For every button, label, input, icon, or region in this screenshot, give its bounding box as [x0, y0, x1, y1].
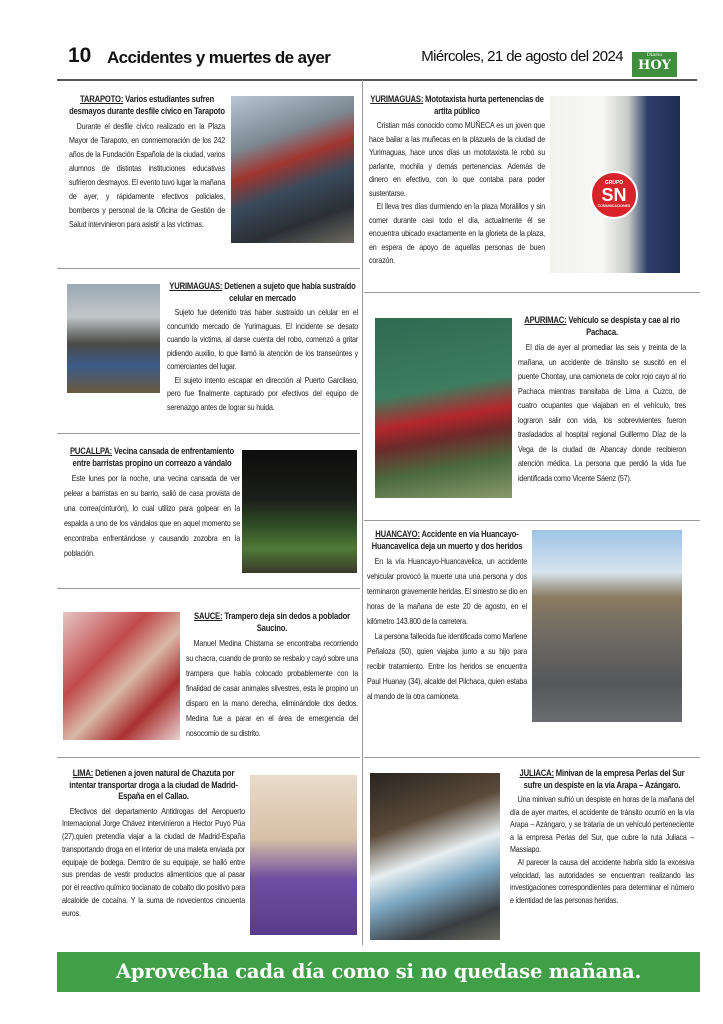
column-divider	[362, 80, 363, 945]
article-huancayo	[367, 529, 527, 704]
article-place: LIMA:	[72, 768, 94, 778]
divider	[57, 268, 360, 269]
photo-street-performer	[550, 96, 680, 273]
issue-date: Miércoles, 21 de agosto del 2024	[421, 48, 623, 65]
article-yurimaguas-mototaxista	[369, 94, 545, 268]
article-body: En la vía Huancayo-Huancavelica, un accidente vehicular provocó la muerte una una persona y dos terminaron gravemente heridas. El siniestro se dio en horas de la mañana de este 20 de agosto, en el kilómetro 143.800 de la carretera.	[367, 556, 527, 626]
article-headline: Vehículo se despista y cae al rio Pachaca.	[566, 315, 680, 337]
article-body: Cristian más conocido como MUÑECA es un joven que hace bailar a las muñecas en la plazuela de la ciudad de Yurimaguas, hace unos días un mototaxista le robó su parlante, mochila y demás pertenencias. Además de dinero en efectivo, con lo que contaba para poder sustentarse.	[369, 120, 545, 198]
article-body: Durante el desfile cívico realizado en la Plaza Mayor de Tarapoto, en conmemoración de los 242 años de la Fundación Española de la ciudad, varios alumnos de distintas instituciones educativas sufrieron desmayos. El evento tuvo lugar la mañana de ayer, y rápidamente efectivos policiales, bomberos y personal de la Oficina de Gestión de Salud intervinieron para asistir a las víctimas.	[69, 121, 225, 229]
watermark-bottom: COMUNICACIONES	[597, 204, 631, 208]
article-headline: Detienen a sujeto que había sustraído celular en mercado	[222, 281, 356, 303]
article-body: Una minivan sufrió un despiste en horas de la mañana del día de ayer martes, el accidente de tránsito ocurrió en la vía Arapa – Azángaro, y se trataría de un vehículo perteneciente a la empresa Perlas del Sur, que cubre la ruta Juliaca – Massiapo.	[510, 794, 694, 855]
photo-students-parade	[231, 96, 354, 243]
article-body: Efectivos del departamento Antidrogas del Aeropuerto Internacional Jorge Chávez intervinieron a Hector Puyo Púa (27),quien pretendía viajar a la ciudad de Madrid-España transportando droga en el interior de una maleta enviada por equipaje de bodega. Demtro de su equipaje, se halló entre sus prendas de vestir productos alimenticios que al pasar por el reactivo químico tiocianato de cobalto dio positivo para alcaloide de cocaína. Y la suma de novecientos cincuenta euros.	[62, 805, 245, 918]
article-place: PUCALLPA:	[69, 446, 113, 456]
divider	[57, 433, 360, 434]
photo-night-fight	[242, 450, 357, 573]
divider	[57, 757, 360, 758]
photo-road-accident	[532, 530, 682, 722]
article-pucallpa	[64, 446, 240, 561]
section-title: Accidentes y muertes de ayer	[107, 48, 331, 67]
article-tarapoto	[69, 94, 225, 231]
divider	[57, 588, 360, 589]
article-body: El lleva tres días durmiendo en la plaza Moralillos y sin comer durante casi todo el día, actualmente él se encuentra ubicado exactamente en la glorieta de la plaza, en espera de apoyo de aquellas personas de buen corazón.	[369, 201, 545, 265]
article-apurimac	[518, 315, 686, 485]
article-place: YURIMAGUAS:	[370, 94, 424, 104]
watermark-top: GRUPO	[604, 180, 624, 186]
article-body: Este lunes por la noche, una vecina cansada de ver pelear a barristas en su barrio, salió de casa provista de una correa(cinturón), lo cual utilizo para golpear en la espalda a uno de los vándalos que en aquel momento se encontraba enfrentándose y causando zozobra en la población.	[64, 473, 240, 558]
article-headline: Trampero deja sin dedos a poblador Saucino.	[222, 611, 350, 633]
footer-slogan: Aprovecha cada día como si no quedase mañana.	[57, 952, 700, 992]
newspaper-logo	[632, 52, 677, 77]
logo-big-text: HOY	[638, 58, 671, 73]
photo-overturned-minivan	[370, 773, 500, 940]
photo-detained-suspect	[67, 284, 160, 393]
article-yurimaguas-celular	[167, 281, 358, 414]
article-body: El día de ayer al promediar las seis y treinta de la mañana, un accidente de tránsito se suscitó en el puente Chontay, una camioneta de color rojo cayo al rio Pachaca mientras transitaba de Lima a Cuzco, de cuatro ocupantes que viajaban en el vehículo, tres lograron salir con vida, los sobrevivientes fueron trasladados al hospital regional Guillermo Díaz de la Vega de la ciudad de Abancay donde recibieron atención médica. La persona que perdió la vida fue identificada como Vicente Sáenz (57).	[518, 342, 686, 483]
divider	[364, 757, 700, 758]
article-headline: Detienen a joven natural de Chazuta por intentar transportar droga a la ciudad de Madrid-España en el Callao.	[69, 768, 238, 801]
watermark-mid: SN	[601, 185, 627, 205]
logo-small-text: Diario	[646, 52, 663, 58]
article-place: APURIMAC:	[524, 315, 567, 325]
article-place: YURIMAGUAS:	[169, 281, 223, 291]
article-body: Manuel Medina Chistama se encontraba recorriendo su chacra, cuando de pronto se resbalo y cayó sobre una trampera que había colocado probablemente con la finalidad de casar animales silvestres, esta le propino un disparo en la mano derecha, eliminándole dos dedos. Medina fue a parar en el área de emergencia del nosocomio de su distrito.	[186, 638, 358, 738]
watermark-logo	[590, 171, 638, 219]
article-place: SAUCE:	[194, 611, 223, 621]
article-place: HUANCAYO:	[375, 529, 420, 539]
photo-detained-young-man	[250, 775, 357, 935]
article-lima	[62, 768, 245, 920]
article-headline: Minivan de la empresa Perlas del Sur sufre un despiste en la vía Arapa – Azángaro.	[523, 768, 685, 790]
photo-vehicle-river	[375, 318, 512, 498]
article-body: El sujeto intento escapar en dirección al Puerto Garcilaso, pero fue finalmente capturado por efectivos del equipo de serenazgo antes de lograr su huida.	[167, 374, 358, 412]
article-headline: Varios estudiantes sufren desmayos durante desfile cívico en Tarapoto	[69, 94, 225, 116]
article-body: La persona fallecida fue identificada como Marlene Peñaloza (50), quien viajaba junto a su hijo para recibir tratamiento. Entre los heridos se encuentra Paul Huanay (34), alcalde del Pilchaca, quien estaba al mando de la otra camioneta.	[367, 631, 527, 701]
article-juliaca	[510, 768, 694, 906]
article-place: TARAPOTO:	[79, 94, 124, 104]
page-number: 10	[68, 44, 92, 67]
article-place: JULIACA:	[519, 768, 554, 778]
article-headline: Accidente en vía Huancayo-Huancavelica deja un muerto y dos heridos	[371, 529, 523, 551]
article-sauce	[186, 611, 358, 741]
photo-injured-hand	[63, 612, 180, 740]
article-headline: Vecina cansada de enfrentamiento entre barristas propino un correazo a vándalo	[72, 446, 235, 468]
header-rule	[57, 79, 697, 81]
divider	[364, 292, 700, 293]
article-body: Al parecer la causa del accidente habría sido la excesiva velocidad, las autoridades se encuentran realizando las investigaciones correspondientes para determinar el número e identidad de las personas heridas.	[510, 856, 694, 905]
article-headline: Mototaxista hurta pertenencias de artita público	[423, 94, 544, 116]
article-body: Sujeto fue detenido tras haber sustraído un celular en el concurrido mercado de Yurimaguas. El incidente se desato cuando la victima, al darse cuenta del robo, comenzó a gritar pidiendo auxilio, lo que llamó la atención de los transeúntes y comerciantes del lugar.	[167, 307, 358, 371]
divider	[364, 520, 700, 521]
